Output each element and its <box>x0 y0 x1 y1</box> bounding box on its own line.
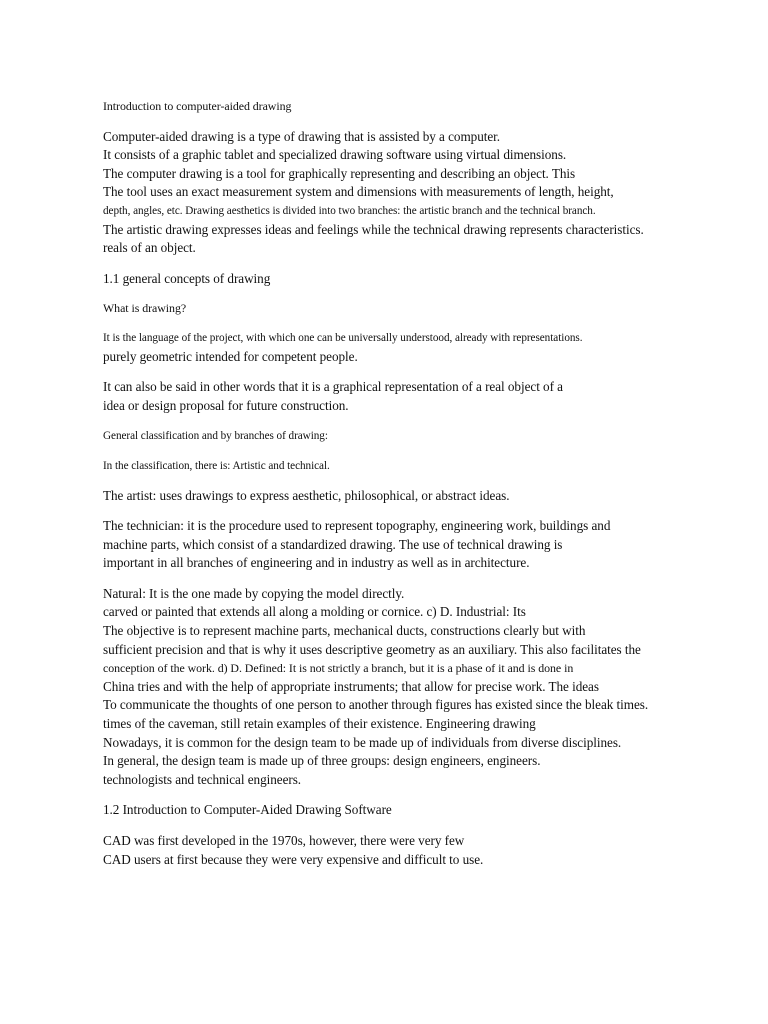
text-line: conception of the work. d) D. Defined: It is not strictly a branch, but it is a phase of it and is done in <box>103 661 574 676</box>
cad-history-paragraph <box>103 832 703 869</box>
text-line: Natural: It is the one made by copying the model directly. <box>103 585 405 601</box>
text-line: reals of an object. <box>103 240 196 256</box>
text-line: The tool uses an exact measurement system and dimensions with measurements of length, height, <box>103 184 614 200</box>
text-line: CAD users at first because they were very expensive and difficult to use. <box>103 851 484 867</box>
heading-line: What is drawing? <box>103 301 187 316</box>
text-line: It is the language of the project, with which one can be universally understood, already with representations. <box>103 331 583 344</box>
text-line: China tries and with the help of appropriate instruments; that allow for precise work. The ideas <box>103 678 599 694</box>
intro-paragraph <box>103 128 703 258</box>
text-line: The computer drawing is a tool for graphically representing and describing an object. This <box>103 165 576 181</box>
heading-line: 1.2 Introduction to Computer-Aided Drawing Software <box>103 802 392 818</box>
text-line: CAD was first developed in the 1970s, however, there were very few <box>103 833 465 848</box>
text-line: The objective is to represent machine parts, mechanical ducts, constructions clearly but with <box>103 623 586 639</box>
text-line: The artist: uses drawings to express aesthetic, philosophical, or abstract ideas. <box>103 487 510 503</box>
classification-paragraph <box>103 457 703 476</box>
section-heading-1-1 <box>103 270 703 289</box>
artist-paragraph <box>103 487 703 506</box>
natural-industrial-paragraph <box>103 585 703 790</box>
text-line: carved or painted that extends all along a molding or cornice. c) D. Industrial: Its <box>103 604 526 620</box>
text-line: purely geometric intended for competent people. <box>103 348 358 364</box>
text-line: In the classification, there is: Artistic and technical. <box>103 459 330 472</box>
text-line: To communicate the thoughts of one person to another through figures has existed since the bleak times. <box>103 697 649 713</box>
heading-line: General classification and by branches of drawing: <box>103 430 328 443</box>
title-line: Introduction to computer-aided drawing <box>103 99 292 113</box>
technician-paragraph <box>103 517 703 573</box>
text-line: important in all branches of engineering and in industry as well as in architecture. <box>103 555 530 571</box>
text-line: idea or design proposal for future construction. <box>103 397 349 413</box>
document-page <box>103 97 703 881</box>
subheading-what-is-drawing <box>103 299 703 318</box>
text-line: sufficient precision and that is why it uses descriptive geometry as an auxiliary. This also facilitates the <box>103 641 641 657</box>
text-line: It can also be said in other words that it is a graphical representation of a real object of a <box>103 379 563 395</box>
text-line: The artistic drawing expresses ideas and feelings while the technical drawing represents characteristics. <box>103 221 644 237</box>
section-heading-1-2 <box>103 801 703 820</box>
text-line: machine parts, which consist of a standardized drawing. The use of technical drawing is <box>103 536 563 552</box>
definition-paragraph <box>103 329 703 366</box>
text-line: technologists and technical engineers. <box>103 771 302 787</box>
text-line: In general, the design team is made up of three groups: design engineers, engineers. <box>103 753 541 769</box>
text-line: Nowadays, it is common for the design team to be made up of individuals from diverse disciplines. <box>103 734 622 750</box>
representation-paragraph <box>103 378 703 415</box>
text-line: Computer-aided drawing is a type of drawing that is assisted by a computer. <box>103 128 501 144</box>
document-title <box>103 97 703 116</box>
text-line: It consists of a graphic tablet and specialized drawing software using virtual dimensions. <box>103 147 567 163</box>
classification-heading <box>103 427 703 446</box>
heading-line: 1.1 general concepts of drawing <box>103 270 271 286</box>
text-line: times of the caveman, still retain examples of their existence. Engineering drawing <box>103 716 536 732</box>
text-line: depth, angles, etc. Drawing aesthetics is divided into two branches: the artistic branch and the technical branch. <box>103 204 596 217</box>
text-line: The technician: it is the procedure used to represent topography, engineering work, buildings and <box>103 518 611 534</box>
